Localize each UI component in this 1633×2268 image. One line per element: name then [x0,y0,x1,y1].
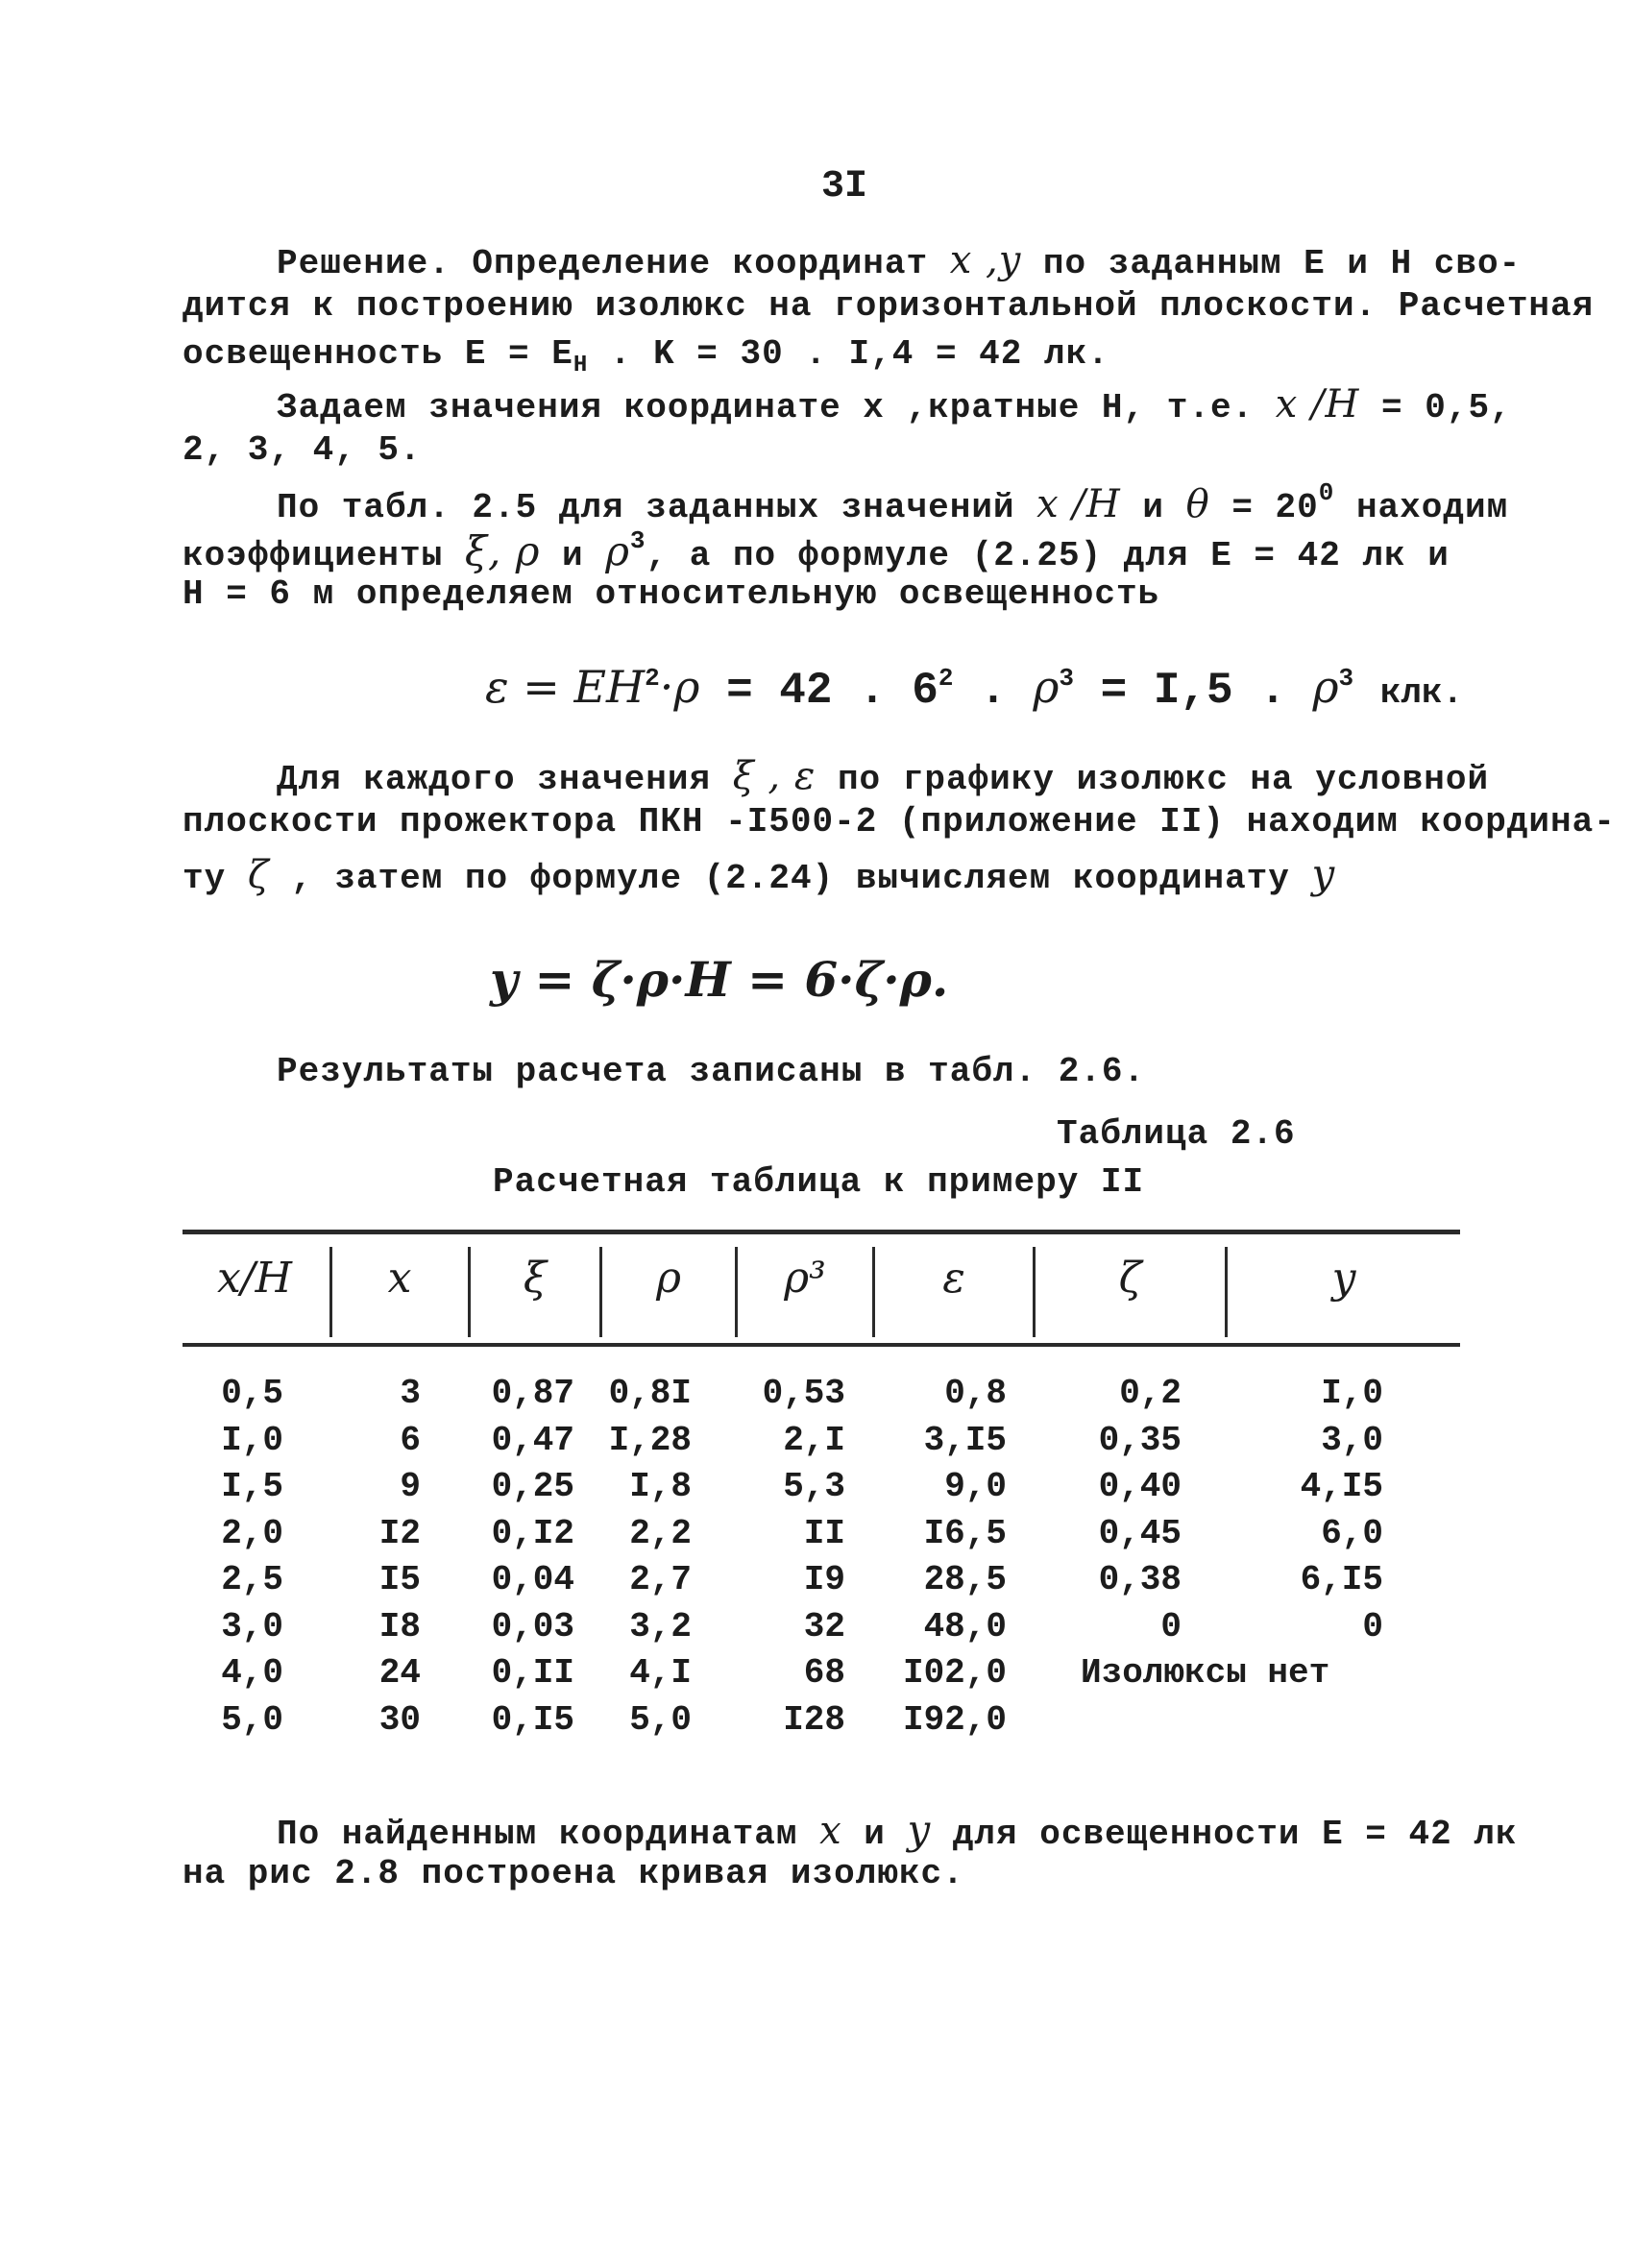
table-cell: 0,I2 [491,1513,574,1553]
symbol-rho: ·ρ [659,661,700,713]
symbol-xi-rho: ξ, ρ [464,527,541,574]
formula-relative-illuminance [485,661,1463,716]
text: освещенность E = E [183,334,573,374]
table-cell: 3,0 [221,1606,283,1646]
paragraph-solution-line-3 [183,334,1109,378]
unit: клк. [1379,673,1464,713]
paragraph-coordinates-line-2: 2, 3, 4, 5. [183,430,422,470]
text: Решение. Определение координат [277,244,929,283]
table-cell: 2,0 [221,1513,283,1553]
symbol-xy: x ,y [949,238,1022,282]
table-cell: 0,2 [1119,1374,1182,1413]
text: и [864,1815,886,1854]
table-cell: I,0 [221,1420,283,1460]
table-cell: 0,II [491,1653,574,1693]
text: и [562,536,584,575]
table-cell: 3,I5 [923,1420,1007,1460]
text: . [980,666,1007,716]
table-cell: 0,47 [491,1420,574,1460]
text: , затем по формуле (2.24) вычисляем координату [291,859,1290,898]
text: , а по формуле (2.25) для E = 42 лк и [646,536,1450,575]
paragraph-coordinates-line-1 [277,382,1512,427]
text: По табл. 2.5 для заданных значений [277,488,1015,527]
table-cell: 0,45 [1098,1513,1182,1553]
table-cell: 3,2 [629,1606,692,1646]
text: для освещенности E = 42 лк [952,1815,1518,1854]
text: коэффициенты [183,536,444,575]
table-caption: Расчетная таблица к примеру II [493,1162,1145,1202]
table-cell: I,8 [629,1467,692,1506]
table-cell: 2,2 [629,1513,692,1553]
superscript: 0 [1318,478,1335,507]
table-header-x-over-h: x/H [216,1254,292,1303]
symbol-x-over-h: x /H [1036,482,1121,526]
symbol-rho: ρ [1033,661,1060,713]
table-cell: 0,40 [1098,1467,1182,1506]
superscript: 3 [629,526,646,555]
table-cell: I9 [803,1560,845,1599]
superscript: 2 [645,664,660,693]
table-cell: 6 [400,1420,421,1460]
table-cell: 0,I5 [491,1699,574,1740]
table-header-rho: ρ [656,1254,681,1303]
text: = I,5 . [1100,666,1286,716]
text: Задаем значения координате x ,кратные H, т.е. [277,388,1255,427]
paragraph-solution-line-1 [277,238,1521,283]
table-header-rule [183,1343,1460,1347]
table-header-xi: ξ [523,1254,548,1303]
table-cell: 2,5 [221,1560,283,1599]
table-cell: 5,0 [629,1699,692,1740]
text: и [1142,488,1164,527]
subscript: H [573,353,589,378]
table-cell: 28,5 [923,1560,1007,1599]
symbol-x-over-h: x /H [1275,382,1360,427]
paragraph-table25-line-3: H = 6 м определяем относительную освещенность [183,574,1160,614]
table-cell: 0,8 [944,1374,1007,1413]
table-cell: 4,I5 [1300,1467,1383,1506]
table-cell: I02,0 [902,1653,1007,1693]
text: по графику изолюкс на условной [837,760,1490,799]
table-cell: I8 [378,1606,421,1646]
table-cell: I6,5 [923,1513,1007,1553]
table-cell: 32 [803,1606,845,1646]
symbol-theta: θ [1185,482,1210,526]
table-cell: I5 [378,1560,421,1599]
table-cell: I,28 [608,1420,692,1460]
symbol-xi-epsilon: ξ , ε [732,754,816,798]
text: По найденным координатам [277,1815,798,1854]
table-cell: 2,I [783,1420,845,1460]
table-cell: 4,0 [221,1653,283,1693]
table-cell: 3 [400,1374,421,1413]
table-cell: 24 [378,1653,421,1693]
text: . K = 30 . I,4 = 42 лк. [609,334,1109,374]
table-header-zeta: ζ [1118,1254,1142,1303]
table-cell: II [803,1513,845,1553]
text: = 0,5, [1359,388,1512,427]
text: Для каждого значения [277,760,712,799]
table-cell: 9,0 [944,1467,1007,1506]
table-header-y: y [1331,1254,1356,1303]
table-cell: 0,38 [1098,1560,1182,1599]
table-cell: 5,0 [221,1699,283,1740]
symbol-x: x [819,1809,842,1853]
table-cell: 0,25 [491,1467,574,1506]
text: = 20 [1231,488,1319,527]
formula-middle: = 42 . 6 [726,666,938,716]
table-header-x: x [387,1254,412,1303]
paragraph-isolux-line-2: плоскости прожектора ПКН -I500-2 (приложение II) находим координа- [183,802,1616,841]
table-cell: 5,3 [783,1467,845,1506]
table-cell: 9 [400,1467,421,1506]
symbol-zeta: ζ [247,853,270,897]
page-number: 3I [821,165,868,208]
table-cell: 0,8I [608,1374,692,1413]
formula-lhs: ε = EH [485,661,646,713]
table-cell: 0 [1362,1606,1383,1646]
paragraph-solution-line-2: дится к построению изолюкс на горизонтальной плоскости. Расчетная [183,286,1595,326]
paragraph-conclusion-line-2: на рис 2.8 построена кривая изолюкс. [183,1854,964,1893]
table-cell: 0,53 [762,1374,845,1413]
table-cell: 0,35 [1098,1420,1182,1460]
table-header-epsilon: ε [942,1254,965,1303]
table-cell: 6,I5 [1300,1560,1383,1599]
table-cell: I,0 [1321,1374,1383,1413]
symbol-y: y [907,1806,932,1853]
table-cell: I2 [378,1513,421,1553]
symbol-rho: ρ [1312,661,1339,713]
table-header-rho-cubed: ρ³ [784,1254,826,1303]
table-cell: 0,03 [491,1606,574,1646]
formula-coordinate-y: y = ζ·ρ·H = 6·ζ·ρ. [490,951,949,1008]
symbol-rho: ρ [605,527,630,574]
table-cell: 48,0 [923,1606,1007,1646]
table-cell: 0,87 [491,1374,574,1413]
paragraph-isolux-line-3 [183,850,1335,898]
superscript: 3 [1338,664,1354,693]
text: ту [183,859,227,898]
table-cell: 0,04 [491,1560,574,1599]
table-cell: Изолюксы нет [1081,1653,1330,1693]
table-cell: I28 [783,1699,845,1740]
table-cell: I,5 [221,1467,283,1506]
table-cell: 4,I [629,1653,692,1693]
text: по заданным E и H сво- [1042,244,1522,283]
superscript: 2 [938,664,954,693]
table-cell: 0 [1160,1606,1182,1646]
table-cell: 3,0 [1321,1420,1383,1460]
table-cell: 0,5 [221,1374,283,1413]
symbol-y: y [1311,850,1336,897]
superscript: 3 [1059,664,1074,693]
paragraph-results: Результаты расчета записаны в табл. 2.6. [277,1052,1146,1091]
paragraph-isolux-line-1 [277,754,1489,799]
table-cell: 68 [803,1653,845,1693]
paragraph-table25-line-1 [277,478,1508,527]
paragraph-table25-line-2 [183,526,1450,575]
table-cell: 6,0 [1321,1513,1383,1553]
table-top-rule [183,1230,1460,1234]
table-label: Таблица 2.6 [1057,1114,1296,1154]
table-cell: 2,7 [629,1560,692,1599]
table-cell: I92,0 [902,1699,1007,1740]
table-cell: 30 [378,1699,421,1740]
paragraph-conclusion-line-1 [277,1806,1518,1854]
text: находим [1334,488,1509,527]
